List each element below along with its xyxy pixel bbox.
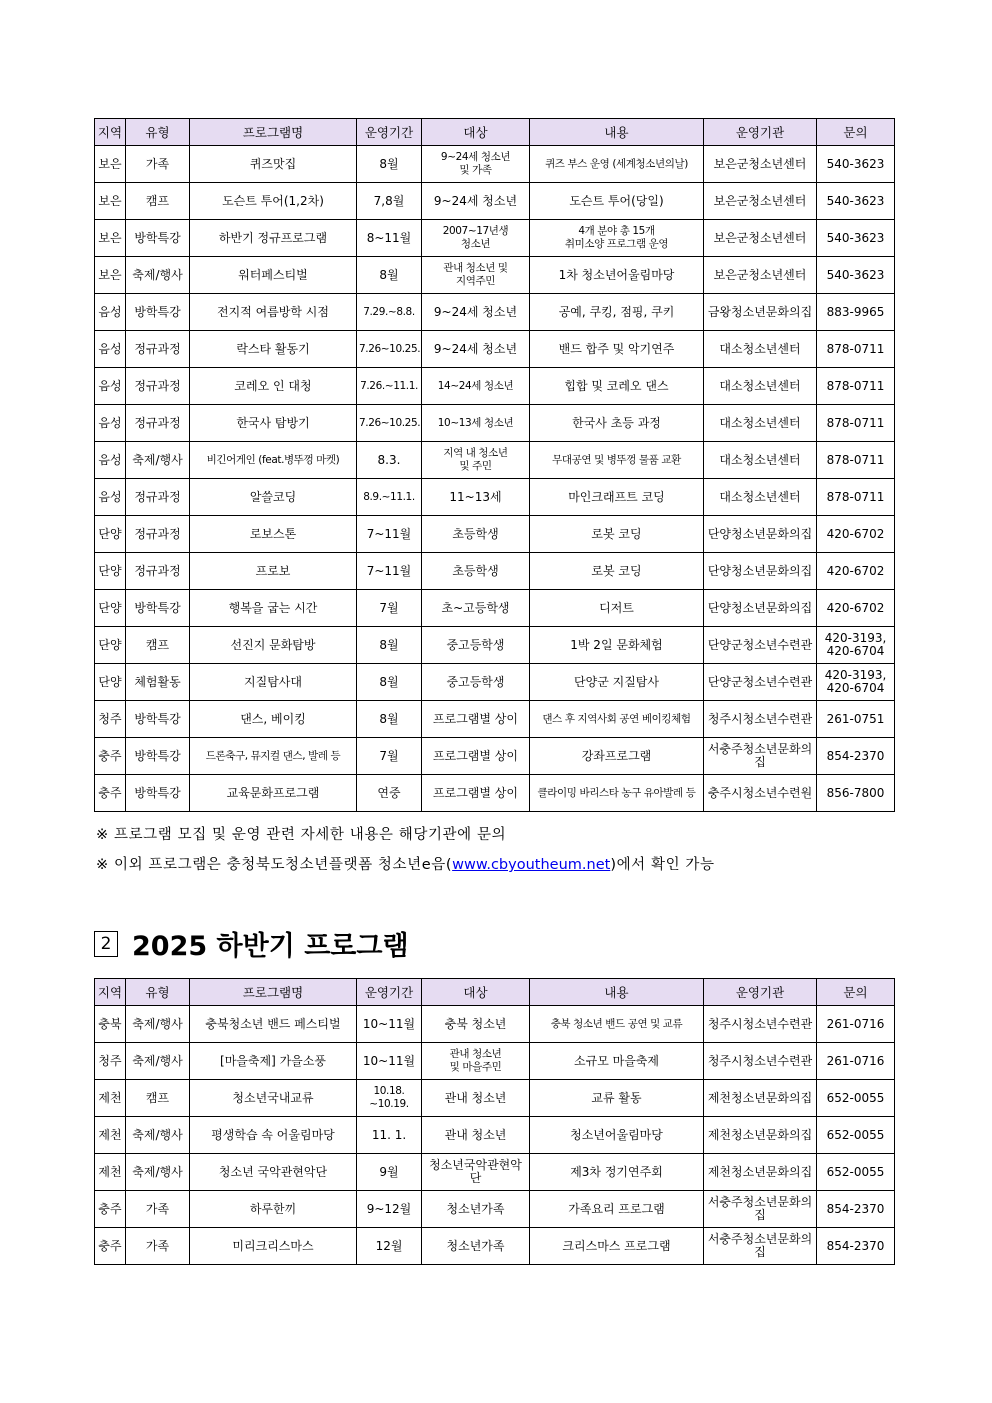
table-row: [95, 368, 895, 405]
organization-cell: 청주시청소년수련관: [704, 701, 817, 738]
content-cell: 소규모 마을축제: [530, 1043, 704, 1080]
type-cell: 가족: [126, 146, 190, 183]
organization-cell: 서충주청소년문화의집: [704, 738, 817, 775]
contact-cell: 854-2370: [817, 1191, 895, 1228]
cbyoutheum-link[interactable]: www.cbyoutheum.net: [452, 857, 611, 873]
contact-cell: 652-0055: [817, 1117, 895, 1154]
period-cell: 7월: [357, 738, 422, 775]
target-cell: 프로그램별 상이: [422, 701, 530, 738]
period-cell: 8~11월: [357, 220, 422, 257]
region-cell: 단양: [95, 553, 126, 590]
contact-cell: 540-3623: [817, 183, 895, 220]
header-period: 운영기간: [357, 119, 422, 146]
type-cell: 정규과정: [126, 516, 190, 553]
period-cell: 7월: [357, 590, 422, 627]
type-cell: 방학특강: [126, 220, 190, 257]
header-content: 내용: [530, 979, 704, 1006]
contact-cell: 420-6702: [817, 516, 895, 553]
region-cell: 충주: [95, 738, 126, 775]
content-cell: 크리스마스 프로그램: [530, 1228, 704, 1265]
contact-cell: 261-0716: [817, 1006, 895, 1043]
region-cell: 충주: [95, 1228, 126, 1265]
table-body: [95, 1006, 895, 1265]
program-name-cell: 댄스, 베이킹: [190, 701, 357, 738]
program-name-cell: 교육문화프로그램: [190, 775, 357, 812]
content-cell: 4개 분야 총 15개 취미소양 프로그램 운영: [530, 220, 704, 257]
region-cell: 보은: [95, 220, 126, 257]
program-name-cell: 미리크리스마스: [190, 1228, 357, 1265]
table-header-row: [95, 979, 895, 1006]
type-cell: 방학특강: [126, 738, 190, 775]
content-cell: 1박 2일 문화체험: [530, 627, 704, 664]
period-cell: 10~11월: [357, 1043, 422, 1080]
target-cell: 초~고등학생: [422, 590, 530, 627]
region-cell: 단양: [95, 590, 126, 627]
content-cell: 마인크래프트 코딩: [530, 479, 704, 516]
table-body: [95, 146, 895, 812]
program-name-cell: 락스타 활동기: [190, 331, 357, 368]
type-cell: 가족: [126, 1191, 190, 1228]
contact-cell: 854-2370: [817, 1228, 895, 1265]
contact-cell: 420-6702: [817, 590, 895, 627]
region-cell: 충주: [95, 1191, 126, 1228]
program-name-cell: 드론축구, 뮤지컬 댄스, 발레 등: [190, 738, 357, 775]
content-cell: 청소년어울림마당: [530, 1117, 704, 1154]
type-cell: 축제/행사: [126, 1006, 190, 1043]
target-cell: 청소년가족: [422, 1191, 530, 1228]
program-name-cell: 선진지 문화탐방: [190, 627, 357, 664]
type-cell: 방학특강: [126, 701, 190, 738]
contact-cell: 540-3623: [817, 220, 895, 257]
target-cell: 9~24세 청소년: [422, 294, 530, 331]
period-cell: 8월: [357, 257, 422, 294]
target-cell: 중고등학생: [422, 627, 530, 664]
organization-cell: 보은군청소년센터: [704, 146, 817, 183]
contact-cell: 878-0711: [817, 405, 895, 442]
target-cell: 10~13세 청소년: [422, 405, 530, 442]
program-table-second-half: [94, 978, 895, 1265]
table-row: [95, 479, 895, 516]
contact-cell: 420-6702: [817, 553, 895, 590]
table-row: [95, 701, 895, 738]
organization-cell: 단양청소년문화의집: [704, 516, 817, 553]
contact-cell: 878-0711: [817, 368, 895, 405]
organization-cell: 서충주청소년문화의집: [704, 1191, 817, 1228]
type-cell: 방학특강: [126, 294, 190, 331]
type-cell: 캠프: [126, 1080, 190, 1117]
region-cell: 제천: [95, 1080, 126, 1117]
contact-cell: 420-3193, 420-6704: [817, 664, 895, 701]
type-cell: 정규과정: [126, 331, 190, 368]
program-name-cell: 평생학습 속 어울림마당: [190, 1117, 357, 1154]
header-region: 지역: [95, 979, 126, 1006]
target-cell: 14~24세 청소년: [422, 368, 530, 405]
header-region: 지역: [95, 119, 126, 146]
header-period: 운영기간: [357, 979, 422, 1006]
contact-cell: 652-0055: [817, 1154, 895, 1191]
program-name-cell: 알쓸코딩: [190, 479, 357, 516]
program-table-first-half: [94, 118, 895, 812]
organization-cell: 보은군청소년센터: [704, 220, 817, 257]
content-cell: 제3차 정기연주회: [530, 1154, 704, 1191]
table-row: [95, 331, 895, 368]
note-more-suffix: )에서 확인 가능: [610, 857, 715, 873]
contact-cell: 854-2370: [817, 738, 895, 775]
period-cell: 7~11월: [357, 516, 422, 553]
organization-cell: 대소청소년센터: [704, 442, 817, 479]
target-cell: 9~24세 청소년 및 가족: [422, 146, 530, 183]
type-cell: 정규과정: [126, 405, 190, 442]
region-cell: 충북: [95, 1006, 126, 1043]
contact-cell: 540-3623: [817, 257, 895, 294]
table-row: [95, 183, 895, 220]
table-row: [95, 1117, 895, 1154]
type-cell: 축제/행사: [126, 1043, 190, 1080]
header-content: 내용: [530, 119, 704, 146]
content-cell: 로봇 코딩: [530, 516, 704, 553]
period-cell: 7.26.~11.1.: [357, 368, 422, 405]
region-cell: 음성: [95, 294, 126, 331]
program-name-cell: 충북청소년 밴드 페스티벌: [190, 1006, 357, 1043]
region-cell: 충주: [95, 775, 126, 812]
table-row: [95, 664, 895, 701]
table-row: [95, 257, 895, 294]
table-row: [95, 1006, 895, 1043]
contact-cell: 540-3623: [817, 146, 895, 183]
header-contact: 문의: [817, 979, 895, 1006]
organization-cell: 제천청소년문화의집: [704, 1154, 817, 1191]
region-cell: 제천: [95, 1154, 126, 1191]
content-cell: 도슨트 투어(당일): [530, 183, 704, 220]
program-name-cell: 행복을 굽는 시간: [190, 590, 357, 627]
target-cell: 2007~17년생 청소년: [422, 220, 530, 257]
table-row: [95, 775, 895, 812]
period-cell: 8월: [357, 146, 422, 183]
target-cell: 11~13세: [422, 479, 530, 516]
content-cell: 클라이밍 바리스타 농구 유아발레 등: [530, 775, 704, 812]
target-cell: 관내 청소년: [422, 1117, 530, 1154]
content-cell: 한국사 초등 과정: [530, 405, 704, 442]
header-contact: 문의: [817, 119, 895, 146]
organization-cell: 대소청소년센터: [704, 479, 817, 516]
program-name-cell: 청소년 국악관현악단: [190, 1154, 357, 1191]
organization-cell: 금왕청소년문화의집: [704, 294, 817, 331]
organization-cell: 보은군청소년센터: [704, 257, 817, 294]
period-cell: 10~11월: [357, 1006, 422, 1043]
content-cell: 댄스 후 지역사회 공연 베이킹체험: [530, 701, 704, 738]
target-cell: 프로그램별 상이: [422, 775, 530, 812]
contact-cell: 652-0055: [817, 1080, 895, 1117]
content-cell: 무대공연 및 병뚜껑 물품 교환: [530, 442, 704, 479]
header-target: 대상: [422, 979, 530, 1006]
table-header-row: [95, 119, 895, 146]
region-cell: 제천: [95, 1117, 126, 1154]
organization-cell: 제천청소년문화의집: [704, 1117, 817, 1154]
program-name-cell: 워터페스티벌: [190, 257, 357, 294]
organization-cell: 청주시청소년수련관: [704, 1006, 817, 1043]
period-cell: 12월: [357, 1228, 422, 1265]
content-cell: 디저트: [530, 590, 704, 627]
program-name-cell: 프로보: [190, 553, 357, 590]
section-heading: [94, 924, 409, 963]
region-cell: 음성: [95, 442, 126, 479]
period-cell: 8월: [357, 664, 422, 701]
type-cell: 방학특강: [126, 775, 190, 812]
table-row: [95, 516, 895, 553]
region-cell: 음성: [95, 405, 126, 442]
program-name-cell: 하반기 정규프로그램: [190, 220, 357, 257]
region-cell: 음성: [95, 479, 126, 516]
target-cell: 중고등학생: [422, 664, 530, 701]
period-cell: 연중: [357, 775, 422, 812]
type-cell: 정규과정: [126, 479, 190, 516]
header-organization: 운영기관: [704, 119, 817, 146]
table-row: [95, 627, 895, 664]
type-cell: 캠프: [126, 183, 190, 220]
target-cell: 지역 내 청소년 및 주민: [422, 442, 530, 479]
header-type: 유형: [126, 979, 190, 1006]
type-cell: 축제/행사: [126, 442, 190, 479]
table-row: [95, 442, 895, 479]
contact-cell: 878-0711: [817, 331, 895, 368]
header-target: 대상: [422, 119, 530, 146]
header-program-name: 프로그램명: [190, 119, 357, 146]
organization-cell: 제천청소년문화의집: [704, 1080, 817, 1117]
table-row: [95, 1191, 895, 1228]
contact-cell: 878-0711: [817, 479, 895, 516]
target-cell: 청소년가족: [422, 1228, 530, 1265]
organization-cell: 단양군청소년수련관: [704, 664, 817, 701]
content-cell: 1차 청소년어울림마당: [530, 257, 704, 294]
program-name-cell: 전지적 여름방학 시점: [190, 294, 357, 331]
organization-cell: 충주시청소년수련원: [704, 775, 817, 812]
organization-cell: 서충주청소년문화의집: [704, 1228, 817, 1265]
content-cell: 로봇 코딩: [530, 553, 704, 590]
target-cell: 초등학생: [422, 553, 530, 590]
contact-cell: 883-9965: [817, 294, 895, 331]
program-name-cell: 지질탐사대: [190, 664, 357, 701]
header-program-name: 프로그램명: [190, 979, 357, 1006]
target-cell: 9~24세 청소년: [422, 331, 530, 368]
region-cell: 단양: [95, 664, 126, 701]
region-cell: 보은: [95, 257, 126, 294]
region-cell: 음성: [95, 331, 126, 368]
content-cell: 가족요리 프로그램: [530, 1191, 704, 1228]
section-number-box: 2: [94, 931, 118, 957]
program-name-cell: 하루한끼: [190, 1191, 357, 1228]
header-organization: 운영기관: [704, 979, 817, 1006]
region-cell: 음성: [95, 368, 126, 405]
period-cell: 8월: [357, 627, 422, 664]
program-name-cell: 청소년국내교류: [190, 1080, 357, 1117]
contact-cell: 878-0711: [817, 442, 895, 479]
table-row: [95, 590, 895, 627]
content-cell: 퀴즈 부스 운영 (세계청소년의날): [530, 146, 704, 183]
table-row: [95, 1154, 895, 1191]
content-cell: 강좌프로그램: [530, 738, 704, 775]
content-cell: 교류 활동: [530, 1080, 704, 1117]
program-name-cell: 코레오 인 대청: [190, 368, 357, 405]
region-cell: 단양: [95, 516, 126, 553]
region-cell: 보은: [95, 183, 126, 220]
table-row: [95, 405, 895, 442]
period-cell: 7,8월: [357, 183, 422, 220]
table-row: [95, 1043, 895, 1080]
organization-cell: 단양청소년문화의집: [704, 590, 817, 627]
program-name-cell: 로보스톤: [190, 516, 357, 553]
period-cell: 8월: [357, 701, 422, 738]
table-row: [95, 220, 895, 257]
program-name-cell: 비긴어게인 (feat.병뚜껑 마켓): [190, 442, 357, 479]
content-cell: 충북 청소년 밴드 공연 및 교류: [530, 1006, 704, 1043]
type-cell: 축제/행사: [126, 1117, 190, 1154]
organization-cell: 단양군청소년수련관: [704, 627, 817, 664]
contact-cell: 261-0751: [817, 701, 895, 738]
header-type: 유형: [126, 119, 190, 146]
period-cell: 8.3.: [357, 442, 422, 479]
period-cell: 9~12월: [357, 1191, 422, 1228]
region-cell: 단양: [95, 627, 126, 664]
table-row: [95, 738, 895, 775]
type-cell: 정규과정: [126, 368, 190, 405]
target-cell: 관내 청소년 및 지역주민: [422, 257, 530, 294]
target-cell: 프로그램별 상이: [422, 738, 530, 775]
type-cell: 캠프: [126, 627, 190, 664]
period-cell: 7.26~10.25.: [357, 331, 422, 368]
region-cell: 보은: [95, 146, 126, 183]
content-cell: 공예, 쿠킹, 점핑, 쿠키: [530, 294, 704, 331]
contact-cell: 420-3193, 420-6704: [817, 627, 895, 664]
organization-cell: 대소청소년센터: [704, 331, 817, 368]
note-inquiry: ※ 프로그램 모집 및 운영 관련 자세한 내용은 해당기관에 문의: [96, 827, 507, 843]
period-cell: 7.26~10.25.: [357, 405, 422, 442]
period-cell: 7~11월: [357, 553, 422, 590]
target-cell: 관내 청소년: [422, 1080, 530, 1117]
table-row: [95, 1080, 895, 1117]
content-cell: 밴드 합주 및 악기연주: [530, 331, 704, 368]
program-name-cell: 도슨트 투어(1,2차): [190, 183, 357, 220]
type-cell: 가족: [126, 1228, 190, 1265]
target-cell: 청소년국악관현악단: [422, 1154, 530, 1191]
target-cell: 관내 청소년 및 마을주민: [422, 1043, 530, 1080]
contact-cell: 261-0716: [817, 1043, 895, 1080]
program-name-cell: 한국사 탐방기: [190, 405, 357, 442]
type-cell: 방학특강: [126, 590, 190, 627]
organization-cell: 청주시청소년수련관: [704, 1043, 817, 1080]
period-cell: 11. 1.: [357, 1117, 422, 1154]
type-cell: 축제/행사: [126, 257, 190, 294]
program-name-cell: [마을축제] 가을소풍: [190, 1043, 357, 1080]
period-cell: 10.18. ~10.19.: [357, 1080, 422, 1117]
organization-cell: 단양청소년문화의집: [704, 553, 817, 590]
target-cell: 충북 청소년: [422, 1006, 530, 1043]
organization-cell: 대소청소년센터: [704, 368, 817, 405]
type-cell: 체험활동: [126, 664, 190, 701]
target-cell: 9~24세 청소년: [422, 183, 530, 220]
table-row: [95, 1228, 895, 1265]
contact-cell: 856-7800: [817, 775, 895, 812]
organization-cell: 대소청소년센터: [704, 405, 817, 442]
target-cell: 초등학생: [422, 516, 530, 553]
region-cell: 청주: [95, 701, 126, 738]
program-name-cell: 퀴즈맛집: [190, 146, 357, 183]
period-cell: 9월: [357, 1154, 422, 1191]
type-cell: 축제/행사: [126, 1154, 190, 1191]
note-more-programs: [96, 853, 715, 874]
content-cell: 힙합 및 코레오 댄스: [530, 368, 704, 405]
table-row: [95, 553, 895, 590]
table-row: [95, 294, 895, 331]
note-more-prefix: ※ 이외 프로그램은 충청북도청소년플랫폼 청소년e음(: [96, 857, 453, 873]
content-cell: 단양군 지질탐사: [530, 664, 704, 701]
type-cell: 정규과정: [126, 553, 190, 590]
section-title: 2025 하반기 프로그램: [132, 931, 409, 962]
period-cell: 8.9.~11.1.: [357, 479, 422, 516]
organization-cell: 보은군청소년센터: [704, 183, 817, 220]
table-row: [95, 146, 895, 183]
period-cell: 7.29.~8.8.: [357, 294, 422, 331]
region-cell: 청주: [95, 1043, 126, 1080]
